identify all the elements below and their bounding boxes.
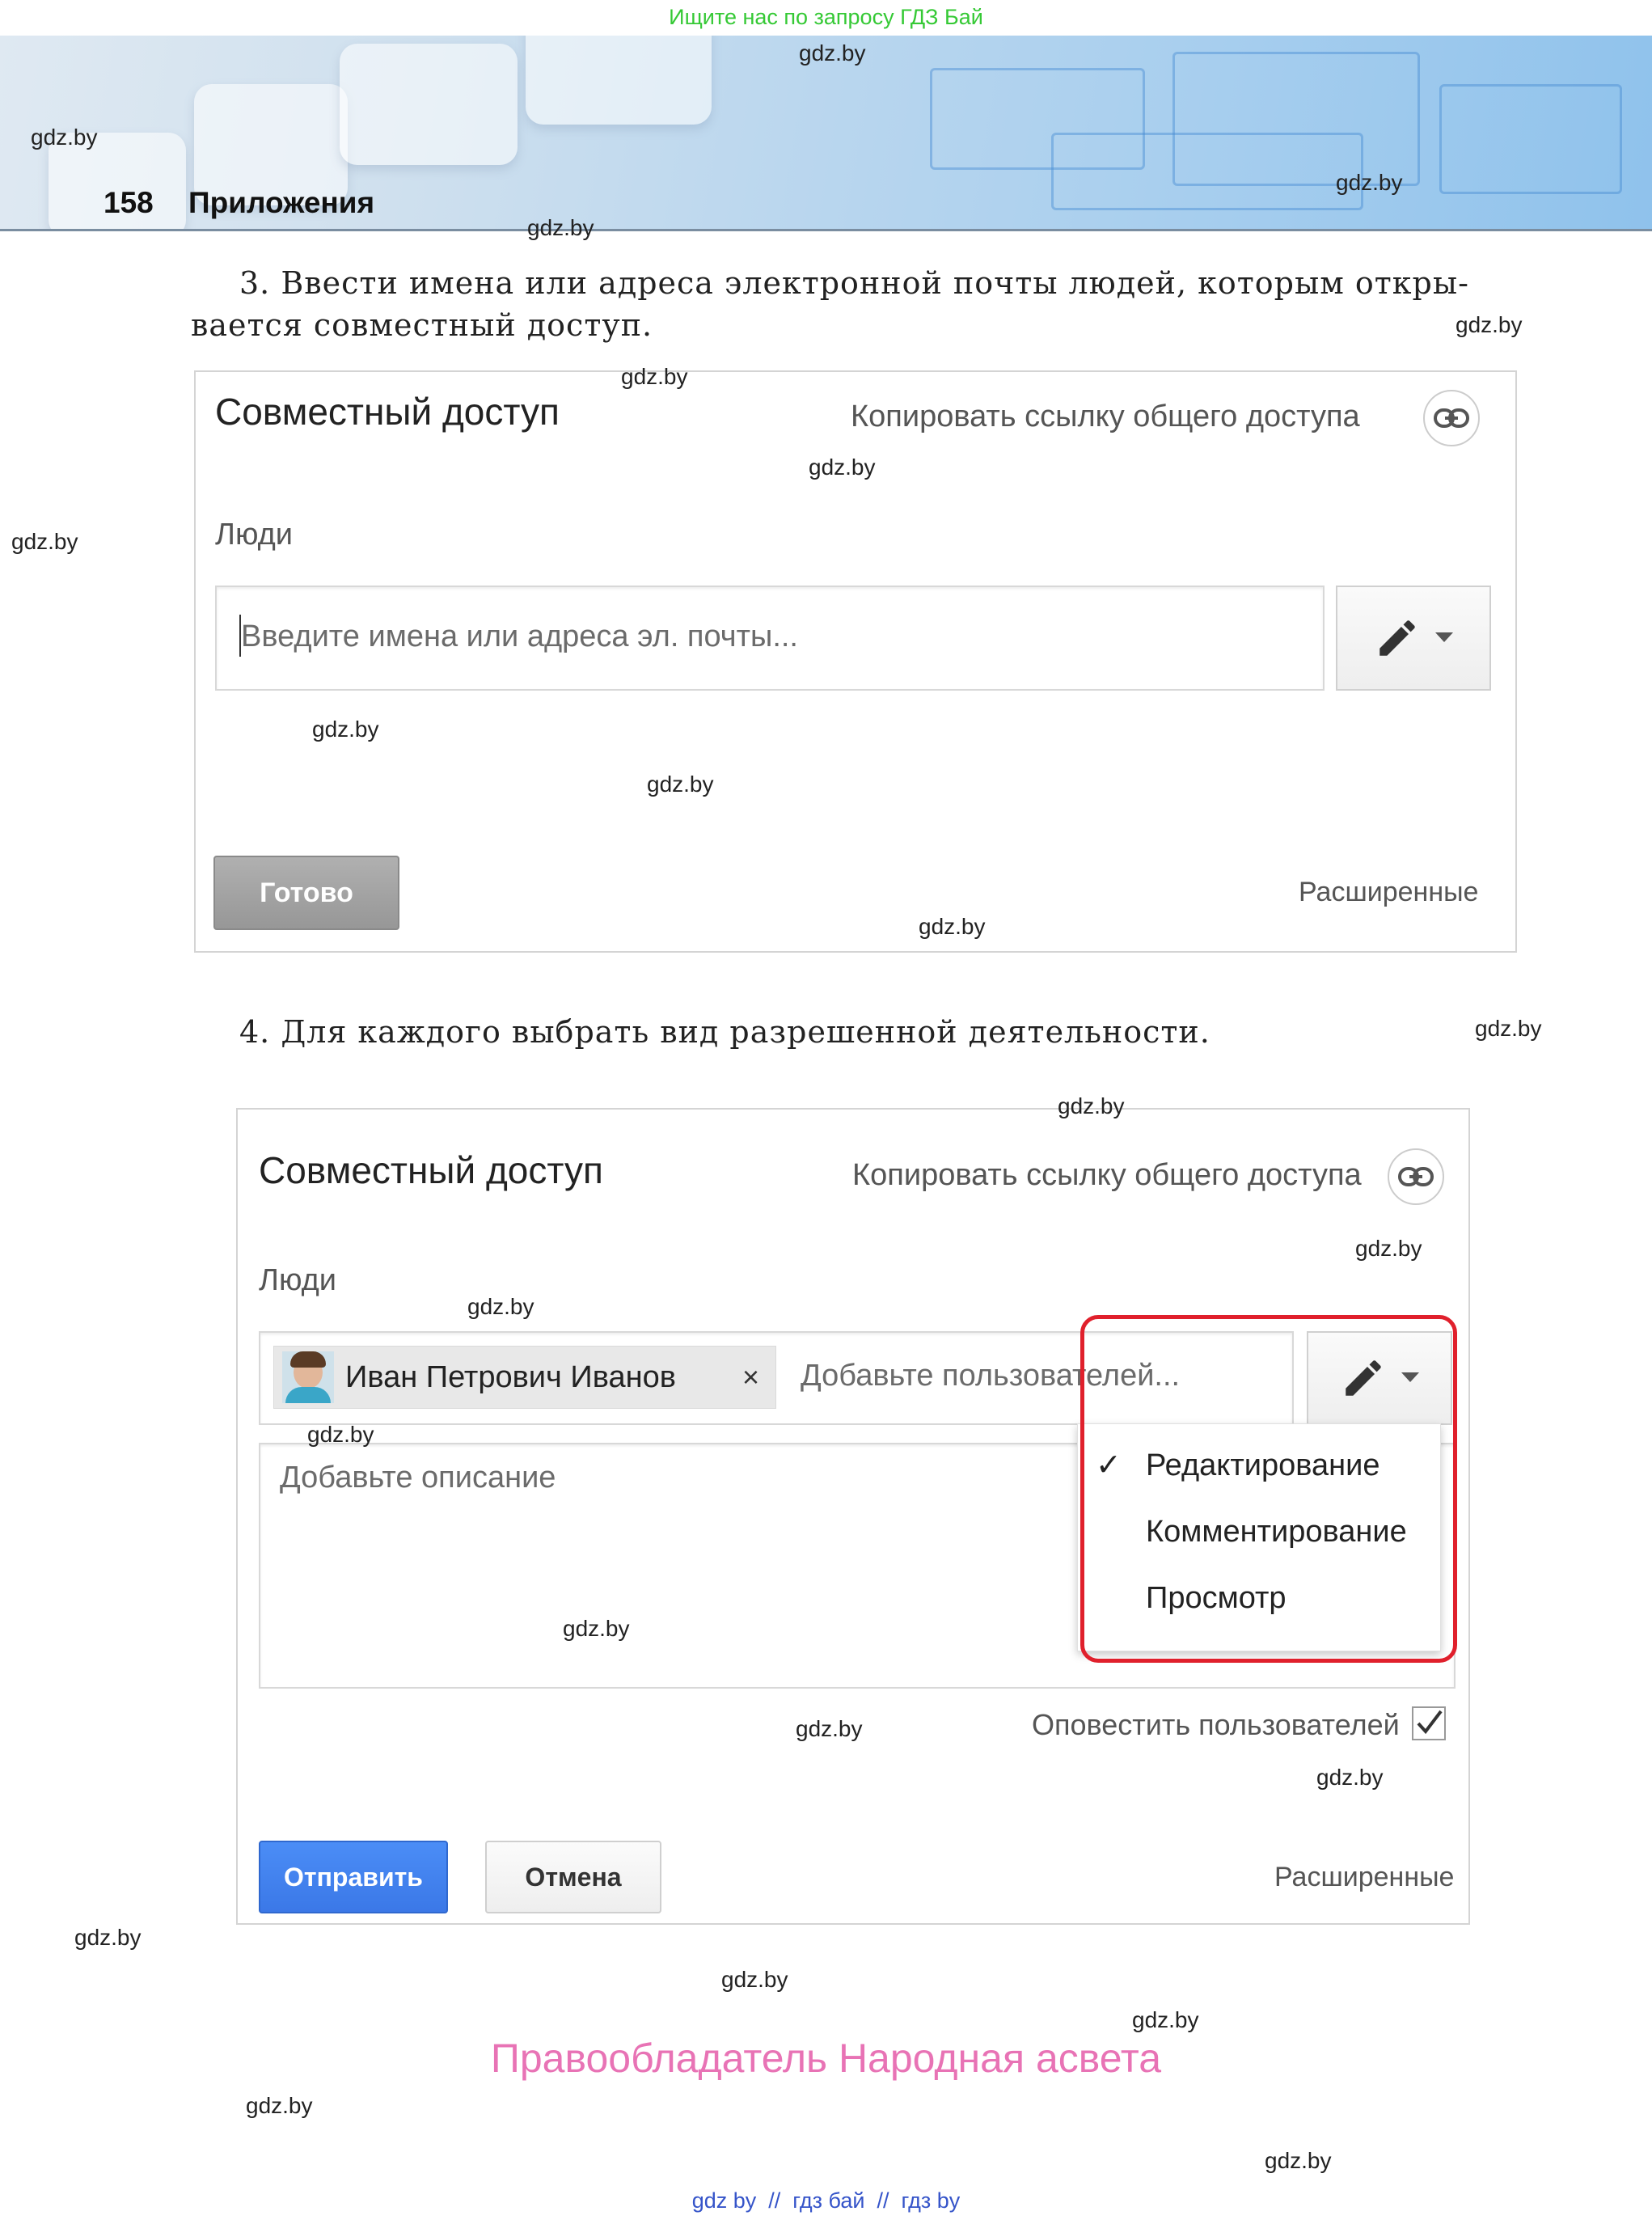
- menu-item-view[interactable]: Просмотр: [1146, 1581, 1287, 1615]
- avatar: [282, 1351, 334, 1403]
- highlight-frame: [1080, 1315, 1457, 1663]
- watermark: gdz.by: [809, 455, 876, 480]
- header-divider: [0, 229, 1652, 231]
- cancel-button[interactable]: Отмена: [485, 1841, 661, 1913]
- description-placeholder: Добавьте описание: [280, 1461, 556, 1495]
- add-users-placeholder: Добавьте пользователей...: [801, 1359, 1181, 1393]
- people-input[interactable]: [215, 586, 1325, 691]
- people-label: Люди: [215, 518, 294, 552]
- remove-user-icon[interactable]: ×: [741, 1360, 759, 1393]
- pencil-icon: [1374, 615, 1421, 662]
- permission-dropdown-button[interactable]: [1336, 586, 1491, 691]
- notify-checkbox[interactable]: [1412, 1706, 1446, 1740]
- watermark: gdz.by: [246, 2093, 313, 2118]
- footer-links[interactable]: gdz by // гдз бай // гдз by: [691, 2188, 961, 2213]
- menu-item-comment[interactable]: Комментирование: [1146, 1515, 1407, 1549]
- copyright-notice: Правообладатель Народная асвета: [490, 2036, 1162, 2081]
- menu-checkmark-icon: ✓: [1096, 1448, 1122, 1482]
- people-input-placeholder: Введите имена или адреса эл. почты...: [241, 619, 798, 653]
- copy-link-button[interactable]: Копировать ссылку общего доступа: [851, 400, 1360, 433]
- watermark: gdz.by: [1265, 2148, 1332, 2173]
- share-dialog-with-user: [236, 1108, 1470, 1925]
- link-icon[interactable]: [1388, 1148, 1444, 1205]
- watermark: gdz.by: [796, 1716, 863, 1741]
- section-title: Приложения: [188, 186, 375, 219]
- notify-users-label: Оповестить пользователей: [1032, 1708, 1400, 1741]
- step3-line1: 3. Ввести имена или адреса электронной почты людей, которым откры-: [239, 265, 1469, 301]
- watermark: gdz.by: [307, 1422, 374, 1447]
- circuit-trace-decoration: [1051, 133, 1363, 210]
- menu-item-edit[interactable]: Редактирование: [1146, 1448, 1380, 1482]
- advanced-link[interactable]: Расширенные: [1274, 1862, 1455, 1892]
- dropdown-arrow-icon: [1435, 632, 1453, 644]
- watermark: gdz.by: [1355, 1236, 1422, 1261]
- watermark: gdz.by: [1336, 170, 1403, 195]
- watermark: gdz.by: [1456, 312, 1523, 337]
- dialog-title: Совместный доступ: [215, 391, 560, 433]
- keyboard-key-decoration: [526, 36, 712, 125]
- watermark: gdz.by: [919, 914, 986, 939]
- keyboard-key-decoration: [340, 44, 518, 165]
- advanced-link[interactable]: Расширенные: [1299, 877, 1479, 907]
- watermark: gdz.by: [647, 772, 714, 797]
- watermark: gdz.by: [527, 215, 594, 240]
- send-button[interactable]: Отправить: [259, 1841, 448, 1913]
- watermark: gdz.by: [11, 529, 78, 554]
- watermark: gdz.by: [74, 1925, 142, 1950]
- copy-link-button[interactable]: Копировать ссылку общего доступа: [852, 1158, 1362, 1192]
- watermark: gdz.by: [312, 717, 379, 742]
- link-icon[interactable]: [1423, 390, 1480, 446]
- watermark: gdz.by: [1475, 1016, 1542, 1041]
- circuit-trace-decoration: [1439, 84, 1622, 194]
- dialog-title: Совместный доступ: [259, 1149, 603, 1191]
- watermark: gdz.by: [563, 1616, 630, 1641]
- chip-user-name: Иван Петрович Иванов: [345, 1359, 676, 1394]
- done-button[interactable]: Готово: [213, 856, 399, 930]
- check-icon: [1413, 1708, 1444, 1739]
- people-label: Люди: [259, 1263, 337, 1297]
- watermark: gdz.by: [1132, 2007, 1199, 2032]
- step3-line2: вается совместный доступ.: [191, 307, 653, 343]
- watermark: gdz.by: [1058, 1093, 1125, 1118]
- top-banner: Ищите нас по запросу ГДЗ Бай: [669, 5, 983, 29]
- watermark: gdz.by: [31, 125, 98, 150]
- page-number: 158: [104, 186, 154, 219]
- step4-text: 4. Для каждого выбрать вид разрешенной деятельности.: [239, 1014, 1210, 1050]
- watermark: gdz.by: [1316, 1765, 1384, 1790]
- watermark: gdz.by: [467, 1294, 534, 1319]
- user-chip: [273, 1346, 776, 1409]
- watermark: gdz.by: [621, 364, 688, 389]
- watermark: gdz.by: [799, 40, 866, 66]
- watermark: gdz.by: [721, 1967, 788, 1992]
